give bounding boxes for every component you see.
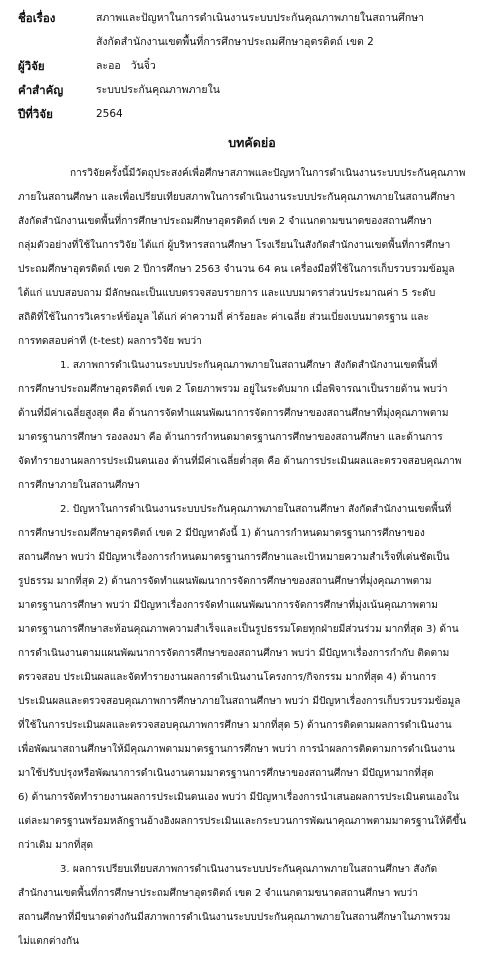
paragraph-line: เพื่อพัฒนาสถานศึกษาให้มีคุณภาพตามมาตรฐานการศึกษา พบว่า การนำผลการติดตามการดำเนินงาน [18, 744, 455, 755]
finding-1-paragraph [18, 354, 486, 498]
paragraph-line: 1. สภาพการดำเนินงานระบบประกันคุณภาพภายในสถานศึกษา สังกัดสำนักงานเขตพื้นที่ [60, 360, 438, 371]
year-label: ปีที่วิจัย [18, 107, 53, 121]
paragraph-line: การวิจัยครั้งนี้มีวัตถุประสงค์เพื่อศึกษาสภาพและปัญหาในการดำเนินงานระบบประกันคุณภาพ [70, 168, 466, 179]
finding-2-paragraph [18, 498, 486, 858]
topic-row [18, 6, 486, 54]
topic-line: สังกัดสำนักงานเขตพื้นที่การศึกษาประถมศึกษาอุตรดิตถ์ เขต 2 [96, 36, 374, 48]
keyword-value: ระบบประกันคุณภาพภายใน [96, 84, 220, 96]
paragraph-line: สำนักงานเขตพื้นที่การศึกษาประถมศึกษาอุตรดิตถ์ เขต 2 จำแนกตามขนาดสถานศึกษา พบว่า [18, 888, 418, 899]
abstract-intro-paragraph [18, 162, 486, 354]
paragraph-line: มาตรฐานการศึกษาสะท้อนคุณภาพความสำเร็จและเป็นรูปธรรมโดยทุกฝ่ายมีส่วนร่วม มากที่สุด 3) ด้าน [18, 624, 459, 635]
paragraph-line: รูปธรรม มากที่สุด 2) ด้านการจัดทำแผนพัฒนาการจัดการศึกษาของสถานศึกษาที่มุ่งคุณภาพตาม [18, 576, 432, 587]
paragraph-line: มาใช้ปรับปรุงหรือพัฒนาการดำเนินงานตามมาตรฐานการศึกษาของสถานศึกษา มีปัญหามากที่สุด [18, 768, 434, 779]
paragraph-line: กว่าเดิม มากที่สุด [18, 840, 94, 851]
paragraph-line: สังกัดสำนักงานเขตพื้นที่การศึกษาประถมศึกษาอุตรดิตถ์ เขต 2 จำแนกตามขนาดของสถานศึกษา [18, 216, 432, 227]
researcher-row [18, 54, 486, 78]
paragraph-line: 6) ด้านการจัดทำรายงานผลการประเมินตนเอง พบว่า มีปัญหาเรื่องการนำเสนอผลการประเมินตนเองใน [18, 792, 459, 803]
paragraph-line: ไม่แตกต่างกัน [18, 936, 80, 947]
paragraph-line: มาตรฐานการศึกษา รองลงมา คือ ด้านการกำหนดมาตรฐานการศึกษาของสถานศึกษา และด้านการ [18, 432, 443, 443]
topic-line: สภาพและปัญหาในการดำเนินงานระบบประกันคุณภาพภายในสถานศึกษา [96, 12, 425, 24]
keyword-label: คำสำคัญ [18, 83, 64, 97]
paragraph-line: การศึกษาภายในสถานศึกษา [18, 480, 140, 491]
keyword-row [18, 78, 486, 102]
paragraph-line: แต่ละมาตรฐานพร้อมหลักฐานอ้างอิงผลการประเมินและกระบวนการพัฒนาคุณภาพตามมาตรฐานให้ดีขึ้น [18, 816, 467, 827]
paragraph-line: ภายในสถานศึกษา และเพื่อเปรียบเทียบสภาพในการดำเนินงานระบบประกันคุณภาพภายในสถานศึกษา [18, 192, 456, 203]
paragraph-line: สถานศึกษาที่มีขนาดต่างกันมีสภาพการดำเนินงานระบบประกันคุณภาพภายในสถานศึกษาในภาพรวม [18, 912, 451, 923]
researcher-label: ผู้วิจัย [18, 59, 45, 73]
abstract-title: บทคัดย่อ [228, 135, 276, 150]
paragraph-line: สถานศึกษา พบว่า มีปัญหาเรื่องการกำหนดมาตรฐานการศึกษาและเป้าหมายความสำเร็จที่เด่นชัดเป็น [18, 552, 450, 563]
research-metadata [18, 6, 486, 126]
paragraph-line: ได้แก่ แบบสอบถาม มีลักษณะเป็นแบบตรวจสอบรายการ และแบบมาตราส่วนประมาณค่า 5 ระดับ [18, 288, 436, 299]
paragraph-line: ประถมศึกษาอุตรดิตถ์ เขต 2 ปีการศึกษา 2563 จำนวน 64 คน เครื่องมือที่ใช้ในการเก็บรวบรวมข้อมูล [18, 264, 455, 275]
paragraph-line: จัดทำรายงานผลการประเมินตนเอง ด้านที่มีค่าเฉลี่ยต่ำสุด คือ ด้านการประเมินผลและตรวจสอบคุณภาพ [18, 456, 462, 467]
paragraph-line: สถิติที่ใช้ในการวิเคราะห์ข้อมูล ได้แก่ ค่าความถี่ ค่าร้อยละ ค่าเฉลี่ย ส่วนเบี่ยงเบนมาตรฐาน และ [18, 312, 429, 323]
paragraph-line: การศึกษาประถมศึกษาอุตรดิตถ์ เขต 2 โดยภาพรวม อยู่ในระดับมาก เมื่อพิจารณาเป็นรายด้าน พบว่า [18, 384, 448, 395]
paragraph-line: ประเมินผลและตรวจสอบคุณภาพการศึกษาภายในสถานศึกษา พบว่า มีปัญหาเรื่องการเก็บรวบรวมข้อมูล [18, 696, 461, 707]
paragraph-line: มาตรฐานการศึกษา พบว่า มีปัญหาเรื่องการจัดทำแผนพัฒนาการจัดการศึกษาที่มุ่งเน้นคุณภาพตาม [18, 600, 438, 611]
topic-value [96, 6, 486, 54]
paragraph-line: 3. ผลการเปรียบเทียบสภาพการดำเนินงานระบบประกันคุณภาพภายในสถานศึกษา สังกัด [60, 864, 438, 875]
paragraph-line: ตรวจสอบ ประเมินผลและจัดทำรายงานผลการดำเนินงานโครงการ/กิจกรรม มากที่สุด 4) ด้านการ [18, 672, 437, 683]
year-value: 2564 [96, 108, 123, 120]
paragraph-line: การดำเนินงานตามแผนพัฒนาการจัดการศึกษาของสถานศึกษา พบว่า มีปัญหาเรื่องการกำกับ ติดตาม [18, 648, 450, 659]
paragraph-line: ด้านที่มีค่าเฉลี่ยสูงสุด คือ ด้านการจัดทำแผนพัฒนาการจัดการศึกษาของสถานศึกษาที่มุ่งคุณภาพตาม [18, 408, 449, 419]
paragraph-line: กลุ่มตัวอย่างที่ใช้ในการวิจัย ได้แก่ ผู้บริหารสถานศึกษา โรงเรียนในสังกัดสำนักงานเขตพื้นที่การศึกษา [18, 240, 451, 251]
researcher-value: ละออ วันจิ๋ว [96, 60, 156, 72]
paragraph-line: การทดสอบค่าที (t-test) ผลการวิจัย พบว่า [18, 336, 202, 347]
year-row [18, 102, 486, 126]
paragraph-line: 2. ปัญหาในการดำเนินงานระบบประกันคุณภาพภายในสถานศึกษา สังกัดสำนักงานเขตพื้นที่ [60, 504, 452, 515]
paragraph-line: ที่ใช้ในการประเมินผลและตรวจสอบคุณภาพการศึกษา มากที่สุด 5) ด้านการติดตามผลการดำเนินงาน [18, 720, 452, 731]
topic-label: ชื่อเรื่อง [18, 11, 56, 25]
finding-3-paragraph [18, 858, 486, 954]
paragraph-line: การศึกษาประถมศึกษาอุตรดิตถ์ เขต 2 มีปัญหาดังนี้ 1) ด้านการกำหนดมาตรฐานการศึกษาของ [18, 528, 425, 539]
